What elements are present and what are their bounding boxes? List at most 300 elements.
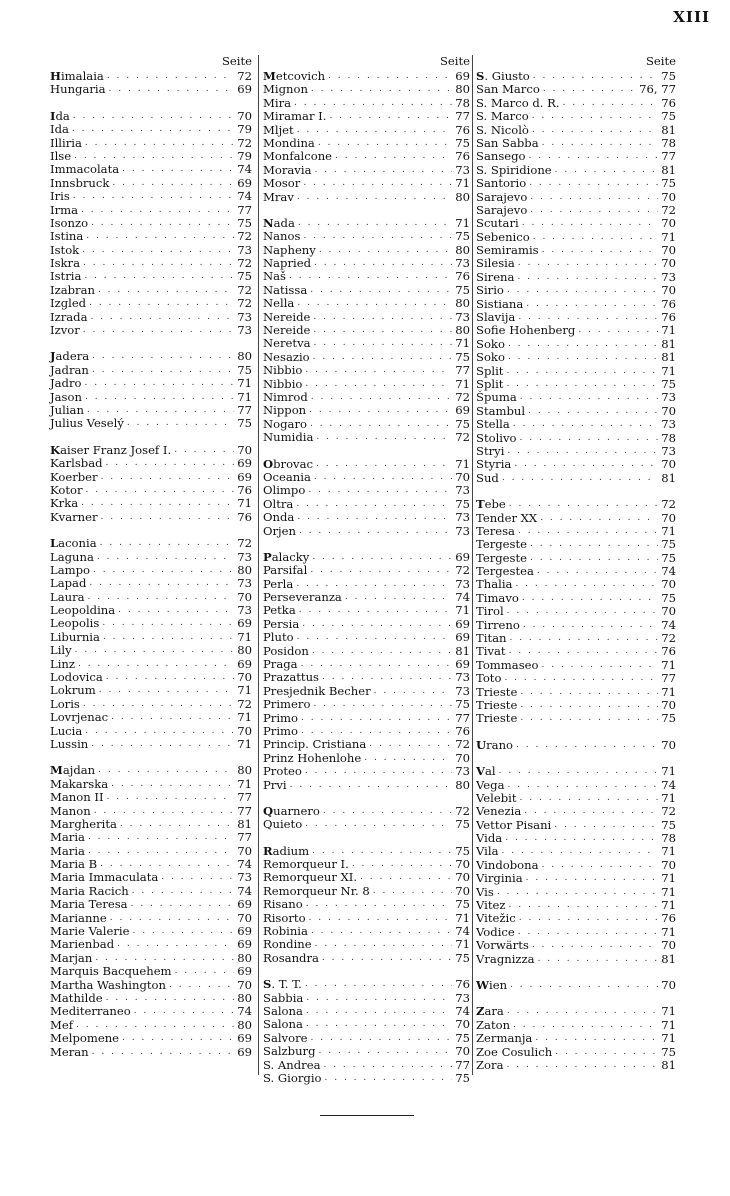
index-entry [50,725,252,738]
page-ref: 72 [455,389,470,404]
dot-leader [86,230,234,243]
footer-rule [320,1115,414,1116]
dot-leader [319,244,452,257]
page-ref: 80 [455,296,470,311]
section-gap [263,832,470,845]
index-entry [263,83,470,96]
dot-leader [540,512,658,525]
dot-leader [316,431,452,444]
page-ref: 77 [455,109,470,124]
page-ref: 78 [455,95,470,110]
page-ref: 71 [455,376,470,391]
entry-name: Liburnia [50,629,100,644]
page-ref: 74 [455,1004,470,1018]
index-entry [263,1045,470,1058]
index-entry [50,391,252,404]
page-ref: 70 [455,469,470,484]
dot-leader [542,244,659,257]
page-ref: 73 [455,309,470,324]
entry-name: Praga [263,657,298,672]
entry-name: Linz [50,656,75,671]
entry-name: Urano [476,737,514,752]
index-entry [50,110,252,123]
index-entry [263,297,470,310]
index-entry [263,1018,470,1031]
index-entry [263,564,470,577]
index-entry [50,711,252,724]
dot-leader [98,764,234,777]
page-ref: 75 [661,711,676,726]
entry-name: San Sabba [476,135,539,150]
dot-leader [112,177,234,190]
entry-name: Virginia [476,871,523,886]
page-ref: 72 [237,296,252,311]
page-ref: 75 [455,1030,470,1045]
index-entry [476,405,676,418]
dot-leader [518,926,658,939]
entry-name: Koerber [50,469,98,484]
dot-leader [306,1005,452,1018]
dot-leader [91,217,234,230]
dot-leader [322,952,452,965]
page-ref: 73 [455,990,470,1005]
entry-name: Semiramis [476,243,539,258]
index-entry [476,872,676,885]
page-ref: 74 [661,617,676,632]
section-gap [476,726,676,739]
section-initial: H [50,69,61,83]
index-entry [476,1059,676,1072]
dot-leader [303,177,452,190]
entry-name: Robinia [263,924,308,939]
index-entry [263,752,470,765]
entry-name: Nesazio [263,349,310,364]
dot-leader [100,858,234,871]
page-ref: 75 [455,416,470,431]
index-entry [263,671,470,684]
page-ref: 73 [237,603,252,618]
dot-leader [301,725,452,738]
index-column-2 [263,52,470,1085]
index-entry [476,1046,676,1059]
dot-leader [118,604,234,617]
index-entry [263,311,470,324]
entry-name: Marianne [50,910,107,925]
page-ref: 80 [237,562,252,577]
entry-name: Maria [50,830,85,845]
dot-leader [520,792,659,805]
index-entry [263,404,470,417]
page-ref: 72 [237,69,252,83]
section-initial: Q [263,803,274,818]
entry-name: Lodovica [50,670,103,685]
index-entry [476,845,676,858]
dot-leader [499,765,659,778]
entry-name: Styria [476,457,512,472]
dot-leader [102,617,234,630]
page-ref: 75 [455,135,470,150]
index-entry [476,525,676,538]
dot-leader [509,632,658,645]
index-entry [263,230,470,243]
index-entry [476,939,676,952]
page-ref: 76 [237,509,252,524]
page-ref: 72 [237,256,252,271]
index-entry [263,871,470,884]
dot-leader [543,83,636,96]
dot-leader [523,619,658,632]
page-ref: 73 [455,483,470,498]
index-entry [50,83,252,96]
page-ref: 70 [661,577,676,592]
page-ref: 73 [237,870,252,885]
page-ref: 72 [455,430,470,445]
index-entry [50,658,252,671]
page-ref: 77 [455,710,470,725]
entry-name: Wien [476,978,508,992]
index-entry [476,298,676,311]
section-initial: N [263,215,274,230]
dot-leader [533,231,659,244]
index-entry [263,898,470,911]
entry-name: Lovrjenac [50,710,109,725]
entry-name: Melpomene [50,1031,120,1046]
dot-leader [91,738,234,751]
page-ref: 73 [455,670,470,685]
dot-leader [92,350,234,363]
page-ref: 77 [237,402,252,417]
page-ref: 70 [455,1044,470,1059]
entry-name: San Marco [476,82,540,97]
dot-leader [86,484,235,497]
dot-leader [312,845,452,858]
dot-leader [509,645,659,658]
entry-name: Sirena [476,269,515,284]
entry-name: Julius Veselý [50,416,124,431]
entry-name: Oltra [263,496,294,511]
entry-name: Laconia [50,536,97,551]
page-ref: 76 [661,296,676,311]
entry-name: Rosandra [263,950,319,965]
entry-name: Risorto [263,910,306,925]
index-entry [50,631,252,644]
page-ref: 73 [237,549,252,564]
index-entry [476,712,676,725]
entry-name: Sistiana [476,296,524,311]
entry-name: Oceania [263,469,311,484]
dot-leader [81,204,234,217]
index-entry [476,217,676,230]
entry-name: Tivat [476,644,506,659]
index-entry [50,551,252,564]
entry-name: Primero [263,697,311,712]
page-ref: 72 [455,803,470,818]
index-entry [263,938,470,951]
entry-name: Scutari [476,216,519,231]
index-entry [476,859,676,872]
dot-leader [314,337,453,350]
page-ref: 71 [237,736,252,751]
dot-leader [532,110,659,123]
page-ref: 70 [661,403,676,418]
index-entry [476,592,676,605]
index-entry [50,805,252,818]
page-ref: 71 [455,937,470,952]
dot-leader [508,779,659,792]
entry-name: Remorqueur XI. [263,870,358,885]
dot-leader [360,871,452,884]
page-ref: 74 [237,162,252,177]
page-ref: 73 [237,242,252,257]
dot-leader [312,551,452,564]
page-ref: 70 [455,857,470,872]
page-ref: 70 [237,589,252,604]
index-entry [50,150,252,163]
entry-name: Immacolata [50,162,120,177]
entry-name: Nanos [263,229,301,244]
index-entry [263,364,470,377]
entry-name: Manon II [50,790,104,805]
index-entry [263,925,470,938]
entry-name: Quarnero [263,803,320,818]
index-entry [476,672,676,685]
dot-leader [88,845,234,858]
entry-name: Maria Immaculata [50,870,159,885]
dot-leader [297,297,452,310]
entry-name: Izgled [50,296,87,311]
dot-leader [106,992,235,1005]
page-ref: 71 [661,523,676,538]
page-ref: 74 [661,777,676,792]
entry-name: Posidon [263,643,309,658]
entry-name: Krka [50,496,79,511]
index-entry [50,257,252,270]
page-ref: 75 [661,537,676,552]
entry-name: Split [476,376,504,391]
dot-leader [528,405,658,418]
dot-leader [72,123,234,136]
section-gap [50,97,252,110]
index-entry [50,377,252,390]
entry-name: Vitez [476,898,506,913]
entry-name: Vragnizza [476,951,535,966]
page-ref: 75 [455,897,470,912]
section-initial: U [476,737,487,752]
page-ref: 75 [661,176,676,191]
index-entry [50,350,252,363]
index-entry [50,190,252,203]
page-ref: 72 [237,536,252,551]
dot-leader [532,124,658,137]
entry-name: Zara [476,1004,504,1019]
dot-leader [313,324,452,337]
page-ref: 81 [661,336,676,351]
page-ref: 71 [455,456,470,471]
page-ref: 70 [237,723,252,738]
entry-name: Onda [263,510,295,525]
dot-leader [313,351,453,364]
index-entry [50,564,252,577]
entry-name: Teresa [476,523,515,538]
page-ref: 71 [237,376,252,391]
dot-leader [83,324,234,337]
dot-leader [306,1018,452,1031]
page-ref: 77 [237,202,252,217]
section-initial: W [476,978,490,992]
index-entry [50,684,252,697]
dot-leader [507,605,659,618]
entry-name: Primo [263,723,299,738]
entry-name: Mljet [263,122,294,137]
index-entry [476,886,676,899]
dot-leader [509,498,658,511]
dot-leader [311,391,452,404]
page-ref: 72 [661,804,676,819]
dot-leader [174,444,234,457]
dot-leader [502,472,658,485]
dot-leader [506,378,658,391]
entry-name: Perla [263,576,294,591]
entry-name: Napried [263,256,312,271]
entry-name: Maria Teresa [50,897,128,912]
entry-name: Obrovac [263,456,314,471]
entry-name: Tirreno [476,617,520,632]
page-ref: 70 [237,977,252,992]
index-entry [476,512,676,525]
entry-name: Izabran [50,282,95,297]
page-ref: 70 [661,189,676,204]
entry-name: Kvarner [50,509,98,524]
index-entry [263,70,470,83]
entry-name: Nimrod [263,389,308,404]
index-entry [476,150,676,163]
entry-name: Split [476,363,504,378]
page-ref: 77 [455,363,470,378]
entry-name: Istria [50,269,82,284]
entry-name: Loris [50,696,80,711]
page-ref: 75 [455,349,470,364]
page-ref: 72 [455,563,470,578]
index-entry [476,899,676,912]
dot-leader [312,645,452,658]
page-ref: 75 [455,1070,470,1085]
dot-leader [323,805,452,818]
dot-leader [92,1046,235,1059]
index-entry [50,738,252,751]
entry-name: Lampo [50,562,91,577]
dot-leader [328,70,452,83]
entry-name: Nibbio [263,363,303,378]
entry-name: Nogaro [263,416,307,431]
entry-name: Lussin [50,736,89,751]
index-entry [263,591,470,604]
entry-name: Marie Valerie [50,924,130,939]
entry-name: Tergeste [476,537,527,552]
dot-leader [83,698,234,711]
dot-leader [314,471,452,484]
entry-name: Manon [50,803,91,818]
section-gap [476,992,676,1005]
dot-leader [508,338,658,351]
entry-name: Zaton [476,1017,511,1032]
entry-name: Tergeste [476,550,527,565]
dot-leader [516,739,658,752]
entry-name: S. Marco d. R. [476,95,560,110]
section-initial: K [50,442,61,457]
dot-leader [311,925,452,938]
page-ref: 69 [455,630,470,645]
entry-name: Sarajevo [476,202,528,217]
page-ref: 71 [237,629,252,644]
index-entry [263,685,470,698]
index-entry [263,1072,470,1085]
index-entry [476,351,676,364]
dot-leader [76,1019,234,1032]
dot-leader [319,1045,453,1058]
entry-name: Princip. Cristiana [263,737,367,752]
page-ref: 77 [455,1057,470,1072]
dot-leader [85,377,235,390]
index-entry [50,204,252,217]
index-entry [263,498,470,511]
page-number: XIII [673,8,710,26]
entry-name: Maria [50,843,85,858]
entry-name: Silesia [476,256,515,271]
dot-leader [563,97,659,110]
entry-name: Numidia [263,430,314,445]
entry-name: Lily [50,643,72,658]
page-ref: 73 [661,269,676,284]
dot-leader [305,364,452,377]
page-ref: 76 [661,911,676,926]
entry-name: Val [476,764,496,779]
index-entry [263,765,470,778]
entry-name: Kotor [50,482,83,497]
index-entry [263,805,470,818]
page-ref: 70 [455,1017,470,1032]
index-entry [476,953,676,966]
dot-leader [306,898,452,911]
entry-name: Toto [476,671,502,686]
section-gap [263,792,470,805]
page-ref: 80 [455,242,470,257]
dot-leader [296,498,452,511]
index-entry [263,658,470,671]
entry-name: Iskra [50,256,81,271]
entry-name: Marjan [50,950,93,965]
page-ref: 70 [661,697,676,712]
index-entry [263,712,470,725]
dot-leader [373,885,453,898]
page-ref: 81 [237,816,252,831]
entry-name: Makarska [50,776,109,791]
entry-name: Kaiser Franz Josef I. [50,442,172,457]
entry-name: Irma [50,202,79,217]
index-entry [263,912,470,925]
entry-name: Presjednik Becher [263,683,371,698]
dot-leader [510,979,658,992]
index-entry [476,137,676,150]
entry-name: Ida [50,122,69,137]
entry-name: Vida [476,831,503,846]
page-ref: 77 [661,671,676,686]
dot-leader [323,1059,452,1072]
page-ref: 75 [455,282,470,297]
dot-leader [92,364,234,377]
dot-leader [299,525,452,538]
dot-leader [555,1046,658,1059]
index-column-3 [476,52,676,1072]
